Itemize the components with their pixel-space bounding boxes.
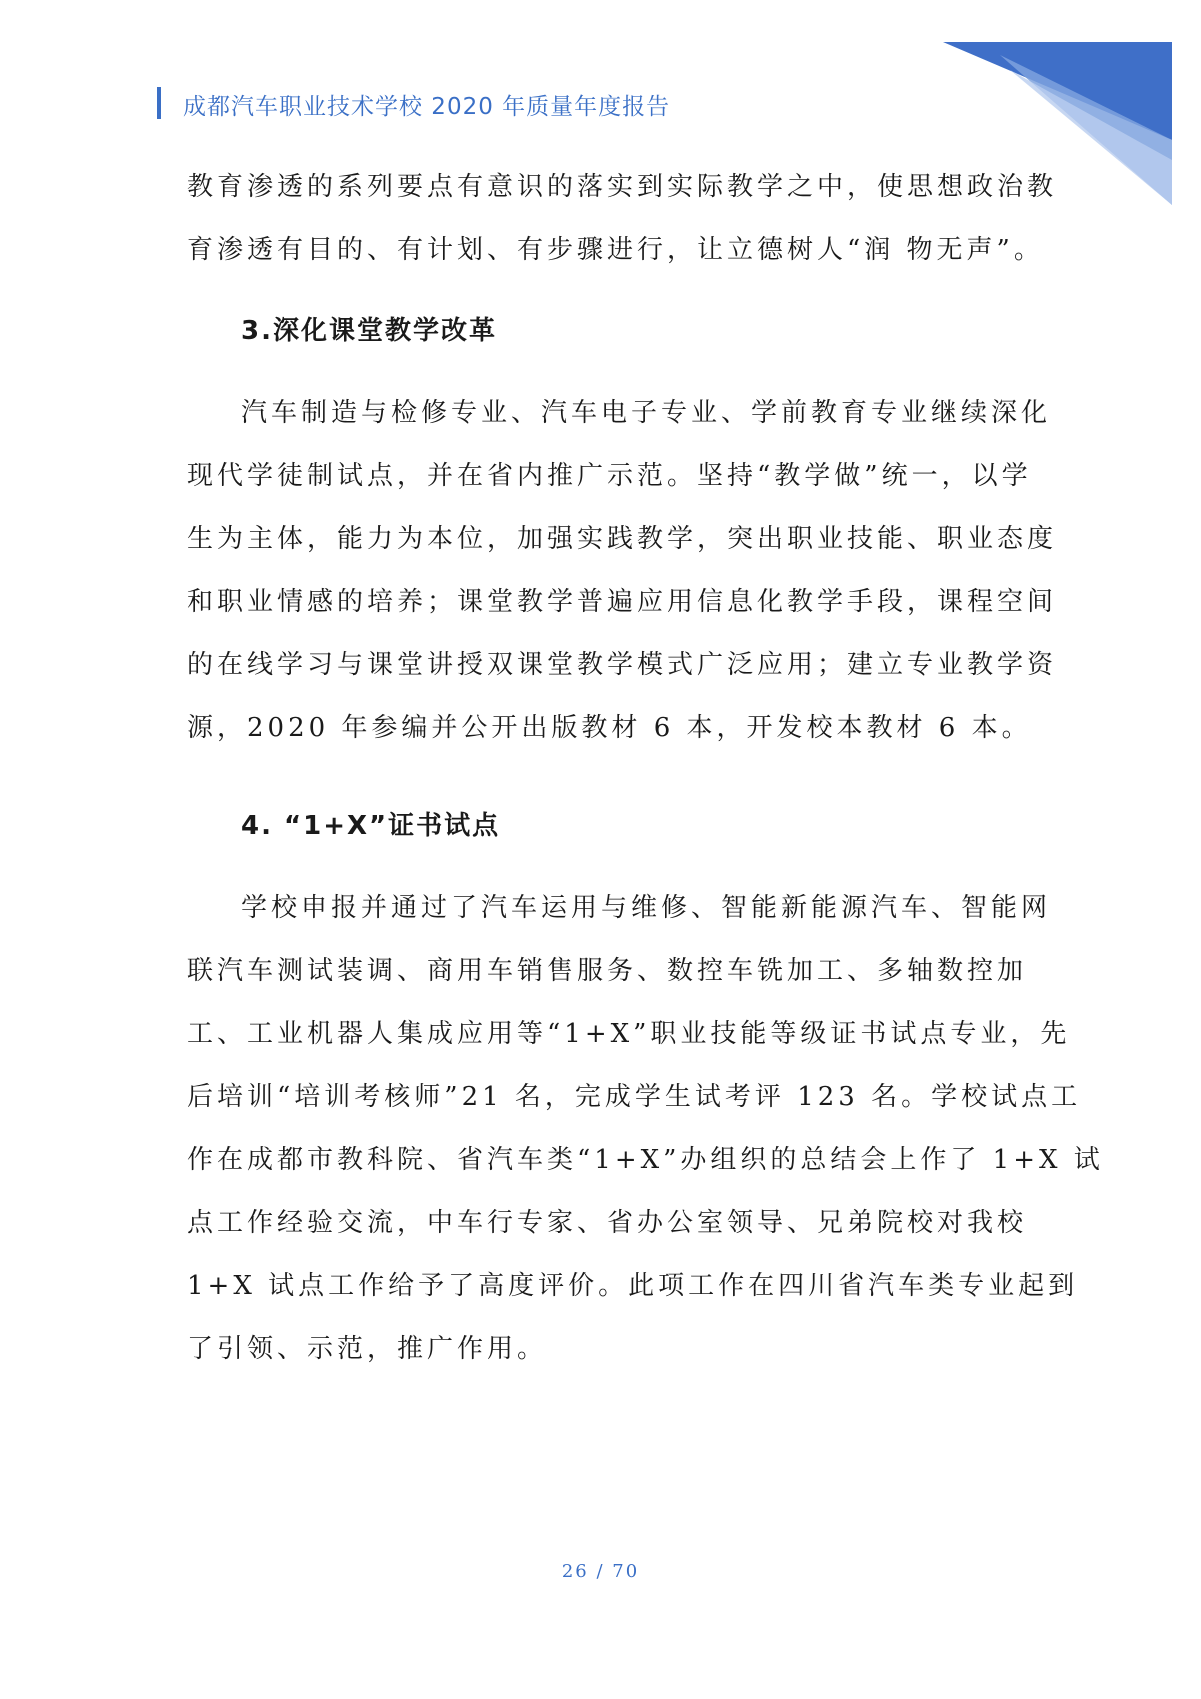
paragraph-line: 教育渗透的系列要点有意识的落实到实际教学之中，使思想政治教: [187, 172, 1058, 202]
section-3-heading: 3.深化课堂教学改革: [241, 316, 497, 346]
intro-paragraph: [187, 156, 1058, 282]
section-3-paragraph: [187, 382, 1058, 760]
header-title: 成都汽车职业技术学校 2020 年质量年度报告: [183, 94, 671, 120]
paragraph-line: 的在线学习与课堂讲授双课堂教学模式广泛应用；建立专业教学资: [187, 650, 1058, 680]
paragraph-line: 后培训“培训考核师”21 名，完成学生试考评 123 名。学校试点工: [187, 1082, 1082, 1112]
paragraph-line: 联汽车测试装调、商用车销售服务、数控车铣加工、多轴数控加: [187, 956, 1028, 986]
paragraph-line: 了引领、示范，推广作用。: [187, 1334, 548, 1364]
paragraph-line: 生为主体，能力为本位，加强实践教学，突出职业技能、职业态度: [187, 524, 1058, 554]
paragraph-line: 源，2020 年参编并公开出版教材 6 本，开发校本教材 6 本。: [187, 713, 1032, 743]
paragraph-line: 和职业情感的培养；课堂教学普遍应用信息化教学手段，课程空间: [187, 587, 1058, 617]
paragraph-line: 1+X 试点工作给予了高度评价。此项工作在四川省汽车类专业起到: [187, 1271, 1079, 1301]
paragraph-line: 点工作经验交流，中车行专家、省办公室领导、兄弟院校对我校: [187, 1208, 1028, 1238]
header-accent-bar: [157, 87, 161, 119]
paragraph-line: 汽车制造与检修专业、汽车电子专业、学前教育专业继续深化: [241, 398, 1052, 428]
paragraph-line: 学校申报并通过了汽车运用与维修、智能新能源汽车、智能网: [241, 893, 1052, 923]
paragraph-line: 工、工业机器人集成应用等“1+X”职业技能等级证书试点专业，先: [187, 1019, 1071, 1049]
paragraph-line: 育渗透有目的、有计划、有步骤进行，让立德树人“润 物无声”。: [187, 235, 1044, 265]
page-number: 26 / 70: [561, 1561, 640, 1582]
section-4-heading: 4. “1+X”证书试点: [241, 811, 501, 841]
section-4-paragraph: [187, 877, 1104, 1381]
paragraph-line: 作在成都市教科院、省汽车类“1+X”办组织的总结会上作了 1+X 试: [187, 1145, 1104, 1175]
paragraph-line: 现代学徒制试点，并在省内推广示范。坚持“教学做”统一，以学: [187, 461, 1032, 491]
